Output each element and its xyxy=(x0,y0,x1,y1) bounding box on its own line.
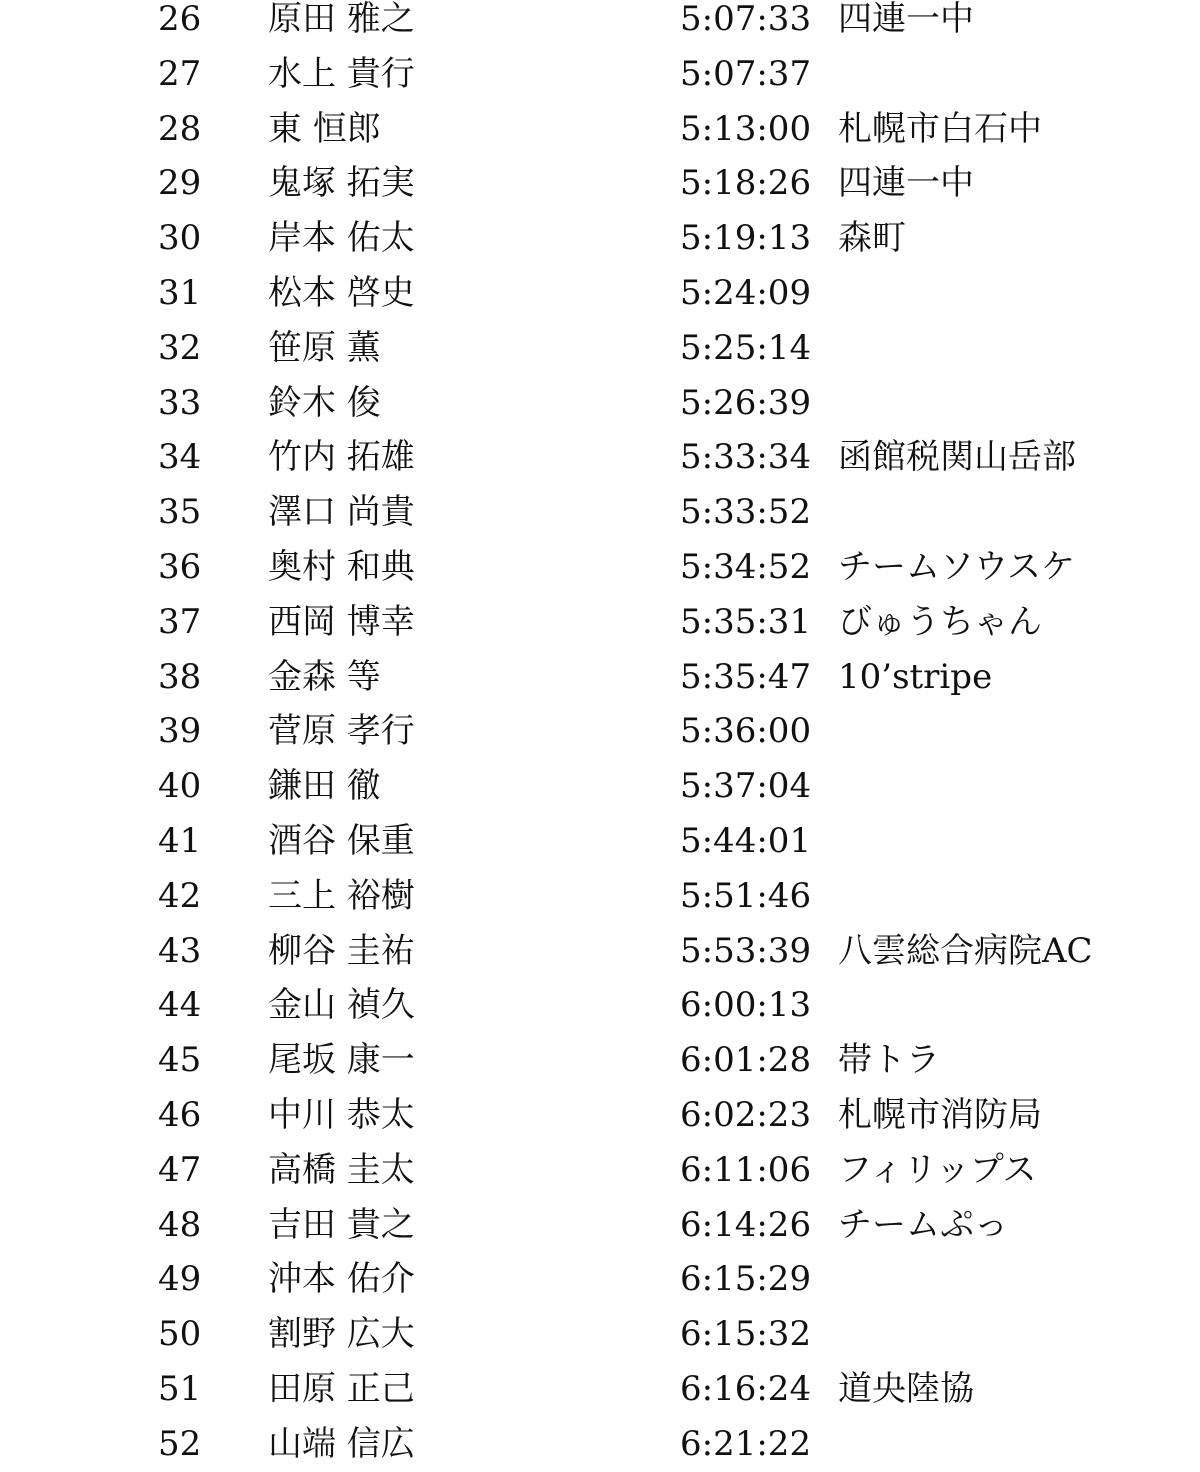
rank: 40 xyxy=(158,766,202,807)
result-row xyxy=(0,485,1200,540)
finish-time: 5:44:01 xyxy=(680,820,812,861)
team-name: 札幌市消防局 xyxy=(838,1094,1042,1135)
rank: 34 xyxy=(158,437,202,478)
runner-name: 金森 等 xyxy=(268,656,381,697)
runner-name: 竹内 拓雄 xyxy=(268,437,415,478)
rank: 31 xyxy=(158,272,202,313)
rank: 48 xyxy=(158,1204,202,1245)
runner-name: 山端 信広 xyxy=(268,1423,415,1464)
team-name: 帯トラ xyxy=(838,1040,940,1081)
runner-name: 水上 貴行 xyxy=(268,53,415,94)
result-row xyxy=(0,759,1200,814)
runner-name: 田原 正己 xyxy=(268,1368,415,1409)
runner-name: 高橋 圭太 xyxy=(268,1149,415,1190)
result-row xyxy=(0,1088,1200,1143)
finish-time: 6:01:28 xyxy=(680,1040,812,1081)
result-row xyxy=(0,1417,1200,1472)
finish-time: 5:33:52 xyxy=(680,492,812,533)
finish-time: 5:13:00 xyxy=(680,108,812,149)
result-row xyxy=(0,650,1200,705)
rank: 32 xyxy=(158,327,202,368)
result-row xyxy=(0,814,1200,869)
rank: 51 xyxy=(158,1368,202,1409)
runner-name: 柳谷 圭祐 xyxy=(268,930,415,971)
runner-name: 酒谷 保重 xyxy=(268,820,415,861)
result-row xyxy=(0,266,1200,321)
result-row xyxy=(0,0,1200,47)
finish-time: 6:21:22 xyxy=(680,1423,812,1464)
runner-name: 鬼塚 拓実 xyxy=(268,163,415,204)
runner-name: 金山 禎久 xyxy=(268,985,415,1026)
result-row xyxy=(0,211,1200,266)
runner-name: 尾坂 康一 xyxy=(268,1040,415,1081)
rank: 38 xyxy=(158,656,202,697)
runner-name: 西岡 博幸 xyxy=(268,601,415,642)
team-name: チームぷっ xyxy=(838,1204,1008,1245)
rank: 37 xyxy=(158,601,202,642)
finish-time: 5:25:14 xyxy=(680,327,812,368)
finish-time: 6:15:29 xyxy=(680,1259,812,1300)
runner-name: 吉田 貴之 xyxy=(268,1204,415,1245)
rank: 41 xyxy=(158,820,202,861)
team-name: びゅうちゃん xyxy=(838,601,1042,642)
rank: 36 xyxy=(158,546,202,587)
rank: 30 xyxy=(158,218,202,259)
runner-name: 鈴木 俊 xyxy=(268,382,381,423)
finish-time: 6:15:32 xyxy=(680,1314,812,1355)
team-name: 道央陸協 xyxy=(838,1368,974,1409)
result-row xyxy=(0,540,1200,595)
runner-name: 原田 雅之 xyxy=(268,0,415,39)
runner-name: 三上 裕樹 xyxy=(268,875,415,916)
finish-time: 6:11:06 xyxy=(680,1149,812,1190)
result-row xyxy=(0,595,1200,650)
rank: 50 xyxy=(158,1314,202,1355)
runner-name: 澤口 尚貴 xyxy=(268,492,415,533)
runner-name: 中川 恭太 xyxy=(268,1094,415,1135)
result-row xyxy=(0,156,1200,211)
rank: 52 xyxy=(158,1423,202,1464)
team-name: 函館税関山岳部 xyxy=(838,437,1076,478)
team-name: 札幌市白石中 xyxy=(838,108,1042,149)
result-row xyxy=(0,1252,1200,1307)
finish-time: 5:35:47 xyxy=(680,656,812,697)
rank: 49 xyxy=(158,1259,202,1300)
rank: 43 xyxy=(158,930,202,971)
rank: 35 xyxy=(158,492,202,533)
rank: 29 xyxy=(158,163,202,204)
result-row xyxy=(0,704,1200,759)
result-row xyxy=(0,869,1200,924)
runner-name: 岸本 佑太 xyxy=(268,218,415,259)
result-row xyxy=(0,1033,1200,1088)
result-row xyxy=(0,102,1200,157)
finish-time: 6:14:26 xyxy=(680,1204,812,1245)
rank: 44 xyxy=(158,985,202,1026)
result-row xyxy=(0,1362,1200,1417)
finish-time: 5:33:34 xyxy=(680,437,812,478)
finish-time: 6:00:13 xyxy=(680,985,812,1026)
team-name: 10’stripe xyxy=(838,656,993,697)
rank: 33 xyxy=(158,382,202,423)
result-row xyxy=(0,978,1200,1033)
result-row xyxy=(0,47,1200,102)
team-name: 八雲総合病院AC xyxy=(838,930,1093,971)
finish-time: 5:37:04 xyxy=(680,766,812,807)
finish-time: 6:16:24 xyxy=(680,1368,812,1409)
rank: 39 xyxy=(158,711,202,752)
rank: 27 xyxy=(158,53,202,94)
finish-time: 5:24:09 xyxy=(680,272,812,313)
result-row xyxy=(0,1198,1200,1253)
team-name: フィリップス xyxy=(838,1149,1037,1190)
result-row xyxy=(0,430,1200,485)
finish-time: 5:34:52 xyxy=(680,546,812,587)
finish-time: 5:35:31 xyxy=(680,601,812,642)
finish-time: 5:53:39 xyxy=(680,930,812,971)
result-row xyxy=(0,1143,1200,1198)
rank: 42 xyxy=(158,875,202,916)
result-row xyxy=(0,924,1200,979)
rank: 28 xyxy=(158,108,202,149)
runner-name: 沖本 佑介 xyxy=(268,1259,415,1300)
rank: 47 xyxy=(158,1149,202,1190)
rank: 26 xyxy=(158,0,202,39)
finish-time: 5:26:39 xyxy=(680,382,812,423)
runner-name: 割野 広大 xyxy=(268,1314,415,1355)
finish-time: 5:19:13 xyxy=(680,218,812,259)
rank: 46 xyxy=(158,1094,202,1135)
result-row xyxy=(0,1307,1200,1362)
runner-name: 奥村 和典 xyxy=(268,546,415,587)
finish-time: 5:51:46 xyxy=(680,875,812,916)
runner-name: 笹原 薫 xyxy=(268,327,381,368)
team-name: 四連一中 xyxy=(838,0,974,39)
runner-name: 菅原 孝行 xyxy=(268,711,415,752)
rank: 45 xyxy=(158,1040,202,1081)
finish-time: 6:02:23 xyxy=(680,1094,812,1135)
finish-time: 5:07:33 xyxy=(680,0,812,39)
team-name: チームソウスケ xyxy=(838,546,1075,587)
runner-name: 松本 啓史 xyxy=(268,272,415,313)
finish-time: 5:07:37 xyxy=(680,53,812,94)
result-row xyxy=(0,321,1200,376)
runner-name: 東 恒郎 xyxy=(268,108,381,149)
finish-time: 5:18:26 xyxy=(680,163,812,204)
finish-time: 5:36:00 xyxy=(680,711,812,752)
team-name: 森町 xyxy=(838,218,906,259)
team-name: 四連一中 xyxy=(838,163,974,204)
result-row xyxy=(0,376,1200,431)
runner-name: 鎌田 徹 xyxy=(268,766,381,807)
